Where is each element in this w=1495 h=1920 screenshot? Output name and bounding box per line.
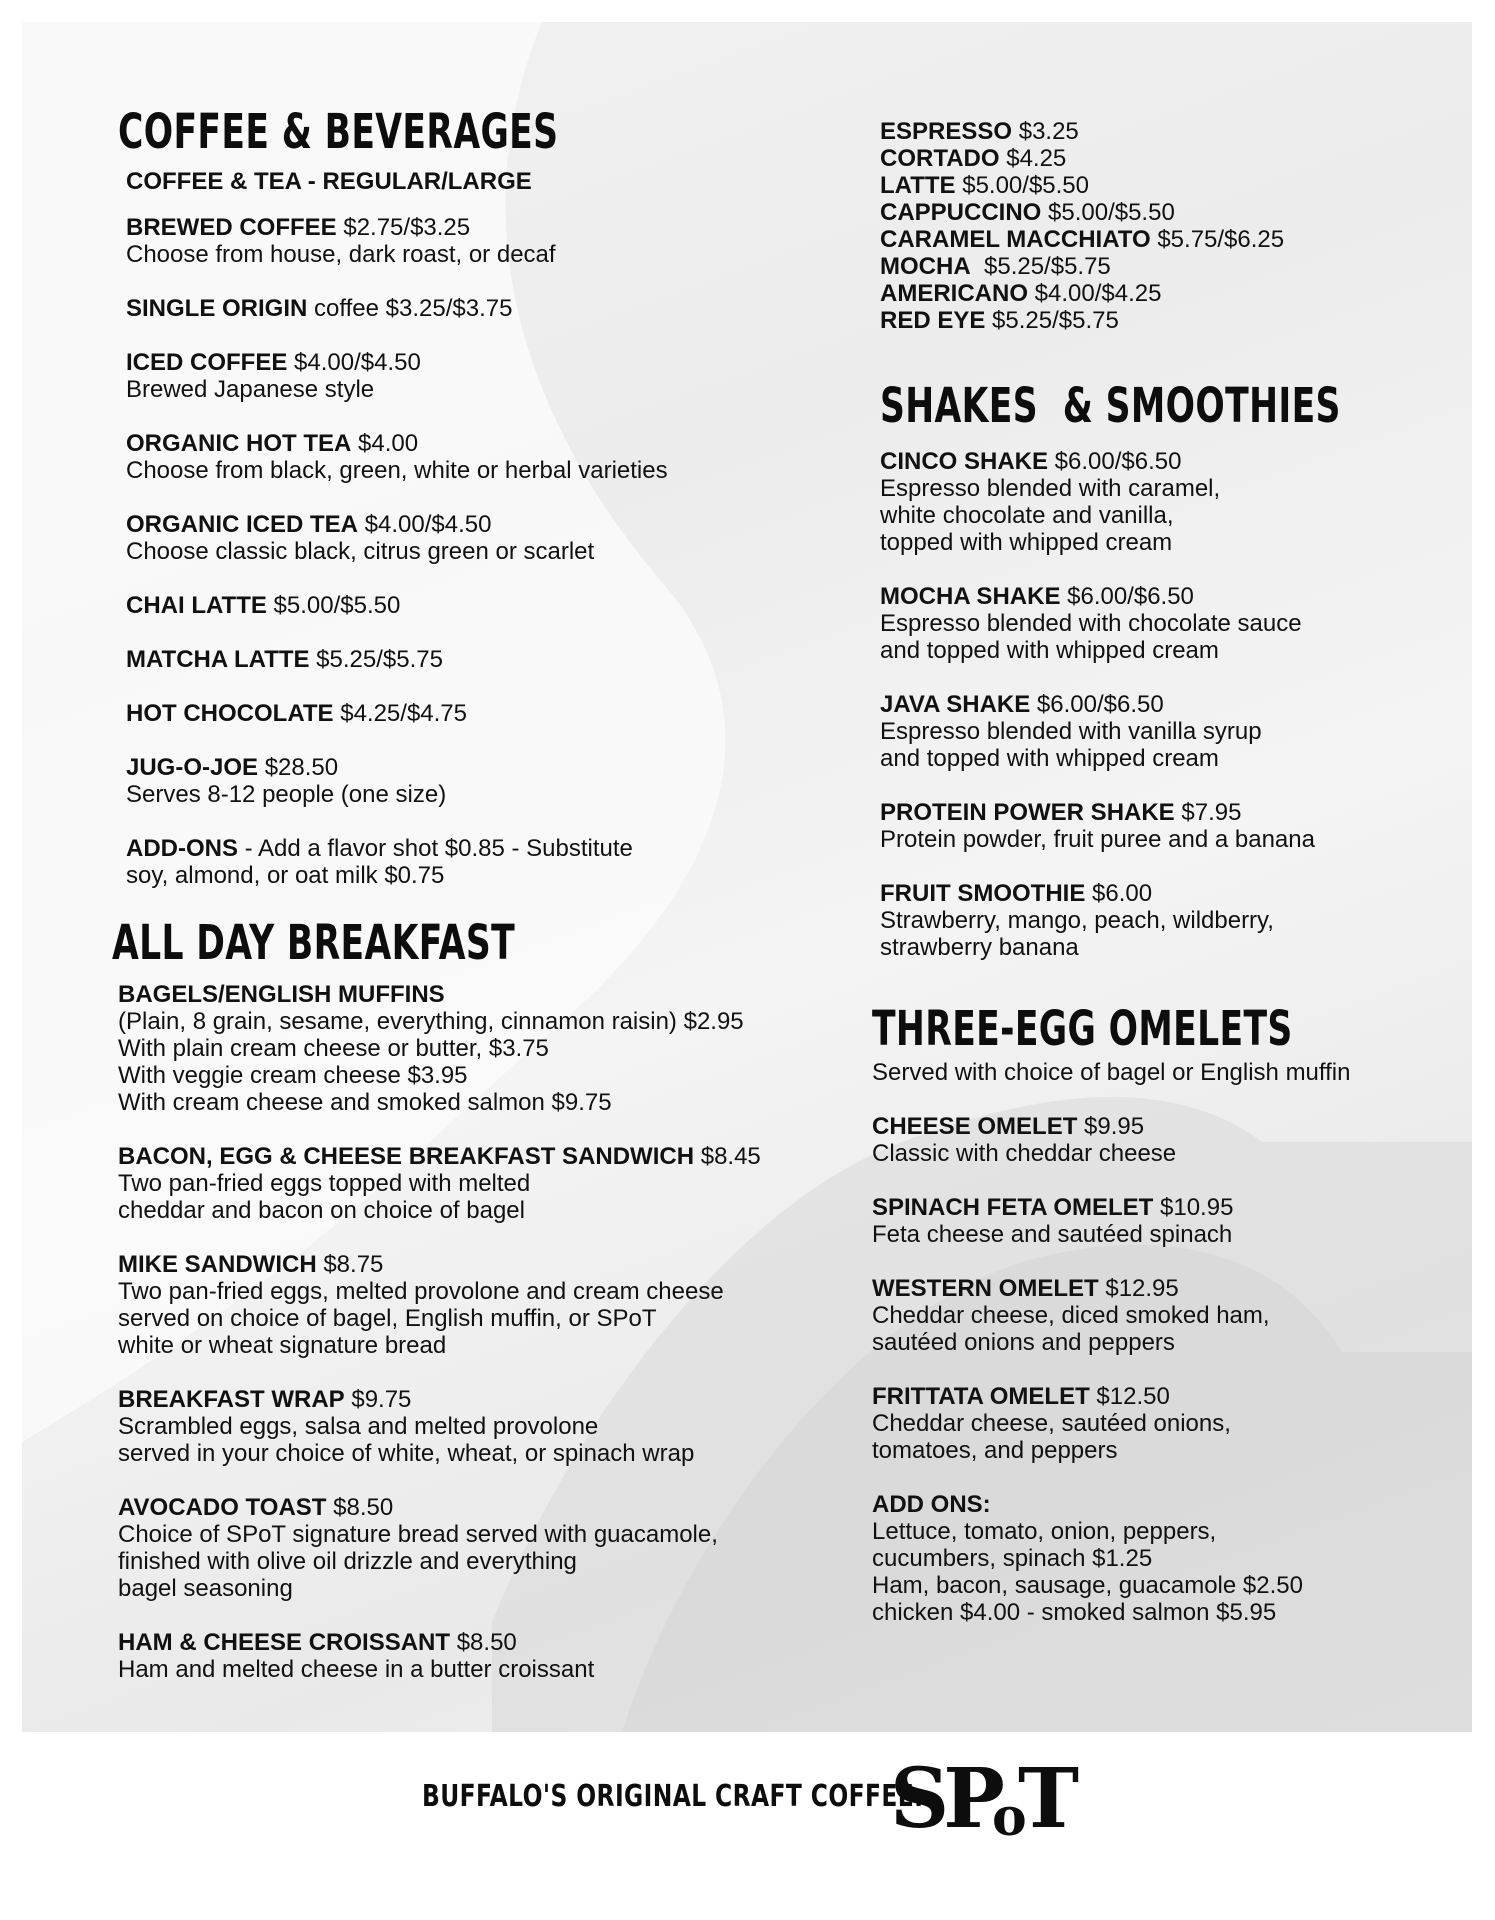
- menu-item-avocado-toast: [118, 1494, 858, 1602]
- menu-item-hot-chocolate: [126, 700, 858, 727]
- item-name: PROTEIN POWER SHAKE: [880, 799, 1175, 826]
- item-price: $7.95: [1174, 799, 1242, 826]
- item-description-line: With veggie cream cheese $3.95: [118, 1062, 468, 1089]
- item-description-line: Ham and melted cheese in a butter croissant: [118, 1656, 595, 1683]
- item-name: AMERICANO: [880, 280, 1028, 307]
- item-name: JUG-O-JOE: [126, 754, 259, 781]
- item-name: ORGANIC HOT TEA: [126, 430, 352, 457]
- item-price: $5.75/$6.25: [1150, 226, 1285, 253]
- menu-item-caramel-macchiato: [880, 226, 1440, 253]
- menu-item-spinach-feta-omelet: [872, 1194, 1440, 1248]
- three-egg-omelets-heading: THREE-EGG OMELETS: [872, 1001, 1293, 1057]
- item-name: MATCHA LATTE: [126, 646, 310, 673]
- item-description-line: Espresso blended with vanilla syrup: [880, 718, 1262, 745]
- menu-item-java-shake: [880, 691, 1440, 772]
- menu-item-cinco-shake: [880, 448, 1440, 556]
- item-name: ESPRESSO: [880, 118, 1013, 145]
- item-price: $8.50: [326, 1494, 394, 1521]
- menu-item-brewed-coffee: [126, 214, 858, 268]
- item-name: CINCO SHAKE: [880, 448, 1049, 475]
- item-price: - Add a flavor shot $0.85 - Substitute: [238, 835, 633, 862]
- item-price: $6.00/$6.50: [1048, 448, 1182, 475]
- menu-item-single-origin: [126, 295, 858, 322]
- item-description-line: white or wheat signature bread: [118, 1332, 447, 1359]
- item-name: SINGLE ORIGIN: [126, 295, 308, 322]
- item-price: $4.25: [999, 145, 1067, 172]
- item-price: $3.25: [1012, 118, 1079, 145]
- item-description: Choose from black, green, white or herbal varieties: [126, 457, 668, 484]
- item-description-line: Cheddar cheese, sautéed onions,: [872, 1410, 1231, 1437]
- breakfast-section: [112, 915, 858, 1683]
- item-description-line: and topped with whipped cream: [880, 745, 1219, 772]
- item-description-line: finished with olive oil drizzle and everything: [118, 1548, 577, 1575]
- item-description-line: topped with whipped cream: [880, 529, 1173, 556]
- item-description-line: Ham, bacon, sausage, guacamole $2.50: [872, 1572, 1303, 1599]
- item-price: $28.50: [258, 754, 339, 781]
- item-price: $4.00: [351, 430, 419, 457]
- footer: [422, 1755, 1122, 1845]
- menu-item-mike-sandwich: [118, 1251, 858, 1359]
- item-description-line: strawberry banana: [880, 934, 1079, 961]
- menu-item-omelet-add-ons: [872, 1491, 1440, 1626]
- item-price: $5.00/$5.50: [1041, 199, 1175, 226]
- shakes-section: [880, 378, 1440, 961]
- item-description-line: (Plain, 8 grain, sesame, everything, cinnamon raisin) $2.95: [118, 1008, 744, 1035]
- item-price: $4.25/$4.75: [333, 700, 467, 727]
- espresso-list: [880, 118, 1440, 334]
- item-price: $9.75: [344, 1386, 412, 1413]
- item-name: MIKE SANDWICH: [118, 1251, 317, 1278]
- menu-item-cortado: [880, 145, 1440, 172]
- item-description: Choose classic black, citrus green or scarlet: [126, 538, 595, 565]
- item-description-line: Two pan-fried eggs, melted provolone and cream cheese: [118, 1278, 724, 1305]
- item-price: $9.95: [1077, 1113, 1145, 1140]
- menu-item-mocha-shake: [880, 583, 1440, 664]
- item-description: soy, almond, or oat milk $0.75: [126, 862, 445, 889]
- item-description-line: Two pan-fried eggs topped with melted: [118, 1170, 531, 1197]
- omelets-section: [872, 1001, 1440, 1626]
- item-description-line: cheddar and bacon on choice of bagel: [118, 1197, 525, 1224]
- right-column: [872, 118, 1440, 1626]
- item-price: $4.00/$4.25: [1028, 280, 1162, 307]
- item-price: $5.00/$5.50: [266, 592, 401, 619]
- item-name: WESTERN OMELET: [872, 1275, 1099, 1302]
- item-name: SPINACH FETA OMELET: [872, 1194, 1154, 1221]
- menu-item-frittata-omelet: [872, 1383, 1440, 1464]
- item-name: RED EYE: [880, 307, 986, 334]
- item-description-line: Espresso blended with chocolate sauce: [880, 610, 1302, 637]
- item-name: CHEESE OMELET: [872, 1113, 1078, 1140]
- item-price: $6.00/$6.50: [1060, 583, 1194, 610]
- item-price: $6.00/$6.50: [1030, 691, 1164, 718]
- svg-text:o: o: [992, 1787, 1027, 1845]
- menu-item-ham-cheese-croissant: [118, 1629, 858, 1683]
- item-name: AVOCADO TOAST: [118, 1494, 327, 1521]
- item-price: $8.50: [450, 1629, 517, 1656]
- item-price: $5.25/$5.75: [985, 307, 1119, 334]
- item-description: Choose from house, dark roast, or decaf: [126, 241, 556, 268]
- item-price: $10.95: [1153, 1194, 1234, 1221]
- coffee-beverages-heading: COFFEE & BEVERAGES: [118, 104, 559, 160]
- item-name: ORGANIC ICED TEA: [126, 511, 359, 538]
- item-description-line: sautéed onions and peppers: [872, 1329, 1175, 1356]
- menu-item-breakfast-wrap: [118, 1386, 858, 1467]
- item-price: $4.00/$4.50: [287, 349, 421, 376]
- footer-tagline: BUFFALO'S ORIGINAL CRAFT COFFEE.: [422, 1779, 924, 1814]
- svg-text:T: T: [1018, 1755, 1080, 1845]
- item-name: JAVA SHAKE: [880, 691, 1031, 718]
- item-name: FRITTATA OMELET: [872, 1383, 1090, 1410]
- menu-item-organic-iced-tea: [126, 511, 858, 565]
- item-name: CORTADO: [880, 145, 1000, 172]
- item-description-line: tomatoes, and peppers: [872, 1437, 1118, 1464]
- menu-item-bagels: [118, 981, 858, 1116]
- menu-item-bacon-egg-cheese: [118, 1143, 858, 1224]
- item-description-line: Scrambled eggs, salsa and melted provolone: [118, 1413, 599, 1440]
- item-name: CAPPUCCINO: [880, 199, 1042, 226]
- item-description-line: Espresso blended with caramel,: [880, 475, 1221, 502]
- item-description-line: Lettuce, tomato, onion, peppers,: [872, 1518, 1217, 1545]
- item-name: MOCHA SHAKE: [880, 583, 1061, 610]
- item-name: HAM & CHEESE CROISSANT: [118, 1629, 451, 1656]
- menu-item-cappuccino: [880, 199, 1440, 226]
- menu-item-matcha-latte: [126, 646, 858, 673]
- item-description-line: Classic with cheddar cheese: [872, 1140, 1177, 1167]
- item-name: FRUIT SMOOTHIE: [880, 880, 1086, 907]
- item-description-line: Cheddar cheese, diced smoked ham,: [872, 1302, 1270, 1329]
- item-price: $12.95: [1098, 1275, 1179, 1302]
- item-description-line: Strawberry, mango, peach, wildberry,: [880, 907, 1274, 934]
- item-price: $5.25/$5.75: [970, 253, 1111, 280]
- item-name: CARAMEL MACCHIATO: [880, 226, 1151, 253]
- menu-item-western-omelet: [872, 1275, 1440, 1356]
- menu-item-mocha: [880, 253, 1440, 280]
- item-description-line: and topped with whipped cream: [880, 637, 1219, 664]
- item-description-line: Feta cheese and sautéed spinach: [872, 1221, 1233, 1248]
- item-price: $6.00: [1085, 880, 1153, 907]
- item-name: BREWED COFFEE: [126, 214, 337, 241]
- menu-item-red-eye: [880, 307, 1440, 334]
- menu-item-protein-power-shake: [880, 799, 1440, 853]
- item-description-line: served on choice of bagel, English muffin, or SPoT: [118, 1305, 657, 1332]
- item-name: HOT CHOCOLATE: [126, 700, 334, 727]
- shakes-smoothies-heading: SHAKES & SMOOTHIES: [880, 378, 1341, 434]
- item-price: $12.50: [1089, 1383, 1170, 1410]
- item-price: $8.75: [316, 1251, 384, 1278]
- item-name: MOCHA: [880, 253, 971, 280]
- menu-item-chai-latte: [126, 592, 858, 619]
- item-description: Serves 8-12 people (one size): [126, 781, 447, 808]
- menu-item-fruit-smoothie: [880, 880, 1440, 961]
- item-name: ICED COFFEE: [126, 349, 288, 376]
- item-name: ADD ONS:: [872, 1491, 991, 1518]
- menu-item-iced-coffee: [126, 349, 858, 403]
- item-price: $2.75/$3.25: [336, 214, 471, 241]
- coffee-tea-subheading: COFFEE & TEA - REGULAR/LARGE: [126, 168, 532, 195]
- item-description-line: bagel seasoning: [118, 1575, 293, 1602]
- item-price: $4.00/$4.50: [358, 511, 492, 538]
- item-description-line: chicken $4.00 - smoked salmon $5.95: [872, 1599, 1277, 1626]
- item-price: coffee $3.25/$3.75: [307, 295, 513, 322]
- left-column: [112, 104, 858, 1683]
- item-description-line: Choice of SPoT signature bread served with guacamole,: [118, 1521, 718, 1548]
- menu-item-americano: [880, 280, 1440, 307]
- item-description-line: With cream cheese and smoked salmon $9.75: [118, 1089, 612, 1116]
- omelets-intro: Served with choice of bagel or English muffin: [872, 1059, 1351, 1086]
- item-description-line: Protein powder, fruit puree and a banana: [880, 826, 1315, 853]
- spot-logo: [890, 1755, 1080, 1845]
- menu-item-jug-o-joe: [126, 754, 858, 808]
- item-name: LATTE: [880, 172, 956, 199]
- menu-item-add-ons: [126, 835, 858, 889]
- item-price: $5.25/$5.75: [309, 646, 443, 673]
- item-description-line: served in your choice of white, wheat, or spinach wrap: [118, 1440, 695, 1467]
- menu-item-organic-hot-tea: [126, 430, 858, 484]
- item-name: BAGELS/ENGLISH MUFFINS: [118, 981, 445, 1008]
- all-day-breakfast-heading: ALL DAY BREAKFAST: [112, 915, 516, 971]
- item-name: BACON, EGG & CHEESE BREAKFAST SANDWICH: [118, 1143, 695, 1170]
- menu-item-cheese-omelet: [872, 1113, 1440, 1167]
- item-name: ADD-ONS: [126, 835, 238, 862]
- item-description-line: cucumbers, spinach $1.25: [872, 1545, 1153, 1572]
- menu-item-latte: [880, 172, 1440, 199]
- item-name: BREAKFAST WRAP: [118, 1386, 345, 1413]
- item-description: Brewed Japanese style: [126, 376, 375, 403]
- spot-logo-mark: [890, 1755, 1080, 1845]
- item-price: $5.00/$5.50: [955, 172, 1089, 199]
- item-description-line: white chocolate and vanilla,: [880, 502, 1174, 529]
- item-description-line: With plain cream cheese or butter, $3.75: [118, 1035, 549, 1062]
- menu-item-espresso: [880, 118, 1440, 145]
- item-price: $8.45: [694, 1143, 761, 1170]
- item-name: CHAI LATTE: [126, 592, 267, 619]
- svg-text:SP: SP: [890, 1755, 999, 1845]
